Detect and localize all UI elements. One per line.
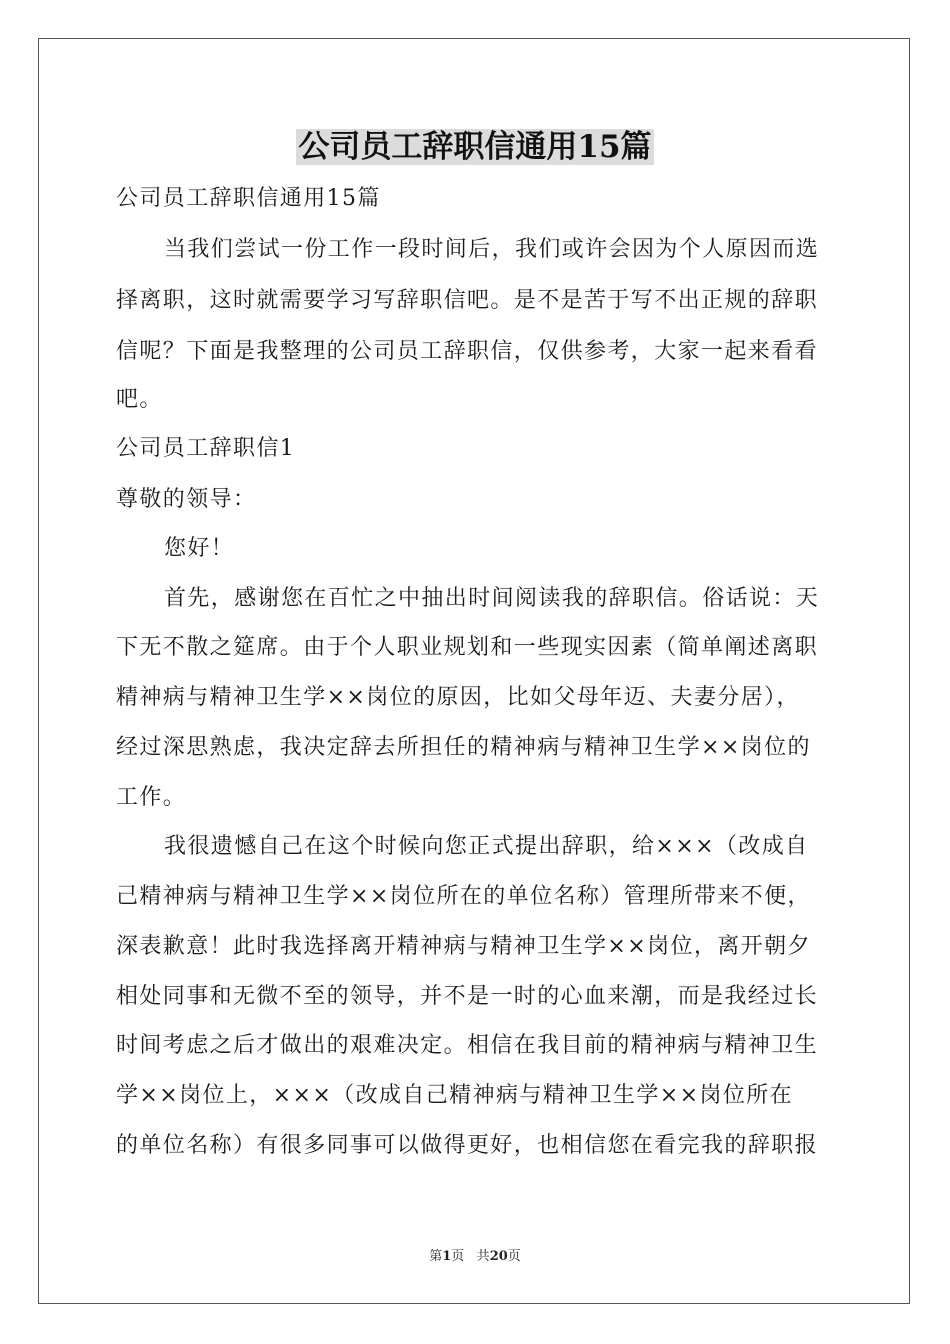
- paragraph2-line-3: 深表歉意！此时我选择离开精神病与精神卫生学××岗位，离开朝夕: [116, 934, 811, 959]
- letter-heading: 公司员工辞职信1: [116, 436, 296, 461]
- footer-page-number: 1: [442, 1249, 452, 1264]
- footer-total-suffix: 页: [507, 1249, 521, 1264]
- paragraph1-line-3: 精神病与精神卫生学××岗位的原因，比如父母年迈、夫妻分居），: [116, 685, 800, 710]
- paragraph1-line-4: 经过深思熟虑，我决定辞去所担任的精神病与精神卫生学××岗位的: [116, 735, 811, 760]
- footer-total-pages: 20: [489, 1249, 508, 1264]
- document-subtitle: 公司员工辞职信通用15篇: [116, 186, 381, 211]
- paragraph2-line-5: 时间考虑之后才做出的艰难决定。相信在我目前的精神病与精神卫生: [116, 1033, 819, 1058]
- intro-line-3: 信呢？下面是我整理的公司员工辞职信，仅供参考，大家一起来看看: [116, 339, 819, 364]
- page-footer: [0, 1245, 950, 1264]
- paragraph2-line-1: 我很遗憾自己在这个时候向您正式提出辞职，给×××（改成自: [164, 834, 809, 859]
- intro-line-2: 择离职，这时就需要学习写辞职信吧。是不是苦于写不出正规的辞职: [116, 288, 819, 313]
- intro-line-4: 吧。: [116, 387, 163, 412]
- paragraph1-line-1: 首先，感谢您在百忙之中抽出时间阅读我的辞职信。俗话说：天: [164, 586, 820, 611]
- footer-page-prefix: 第: [429, 1249, 443, 1264]
- footer-total-prefix: 共: [476, 1249, 490, 1264]
- intro-line-1: 当我们尝试一份工作一段时间后，我们或许会因为个人原因而选: [164, 237, 820, 262]
- paragraph2-line-6: 学××岗位上，×××（改成自己精神病与精神卫生学××岗位所在: [116, 1083, 794, 1108]
- paragraph2-line-2: 己精神病与精神卫生学××岗位所在的单位名称）管理所带来不便，: [116, 884, 811, 909]
- footer-page-suffix: 页: [451, 1249, 465, 1264]
- salutation: 尊敬的领导：: [116, 487, 257, 512]
- document-title-text: 公司员工辞职信通用15篇: [298, 129, 652, 165]
- page-border: [38, 38, 910, 1304]
- paragraph2-line-7: 的单位名称）有很多同事可以做得更好，也相信您在看完我的辞职报: [116, 1133, 819, 1158]
- paragraph1-line-2: 下无不散之筵席。由于个人职业规划和一些现实因素（简单阐述离职: [116, 635, 819, 660]
- paragraph1-line-5: 工作。: [116, 785, 187, 810]
- document-title: [0, 124, 950, 170]
- greeting: 您好！: [164, 536, 235, 561]
- paragraph2-line-4: 相处同事和无微不至的领导，并不是一时的心血来潮，而是我经过长: [116, 984, 819, 1009]
